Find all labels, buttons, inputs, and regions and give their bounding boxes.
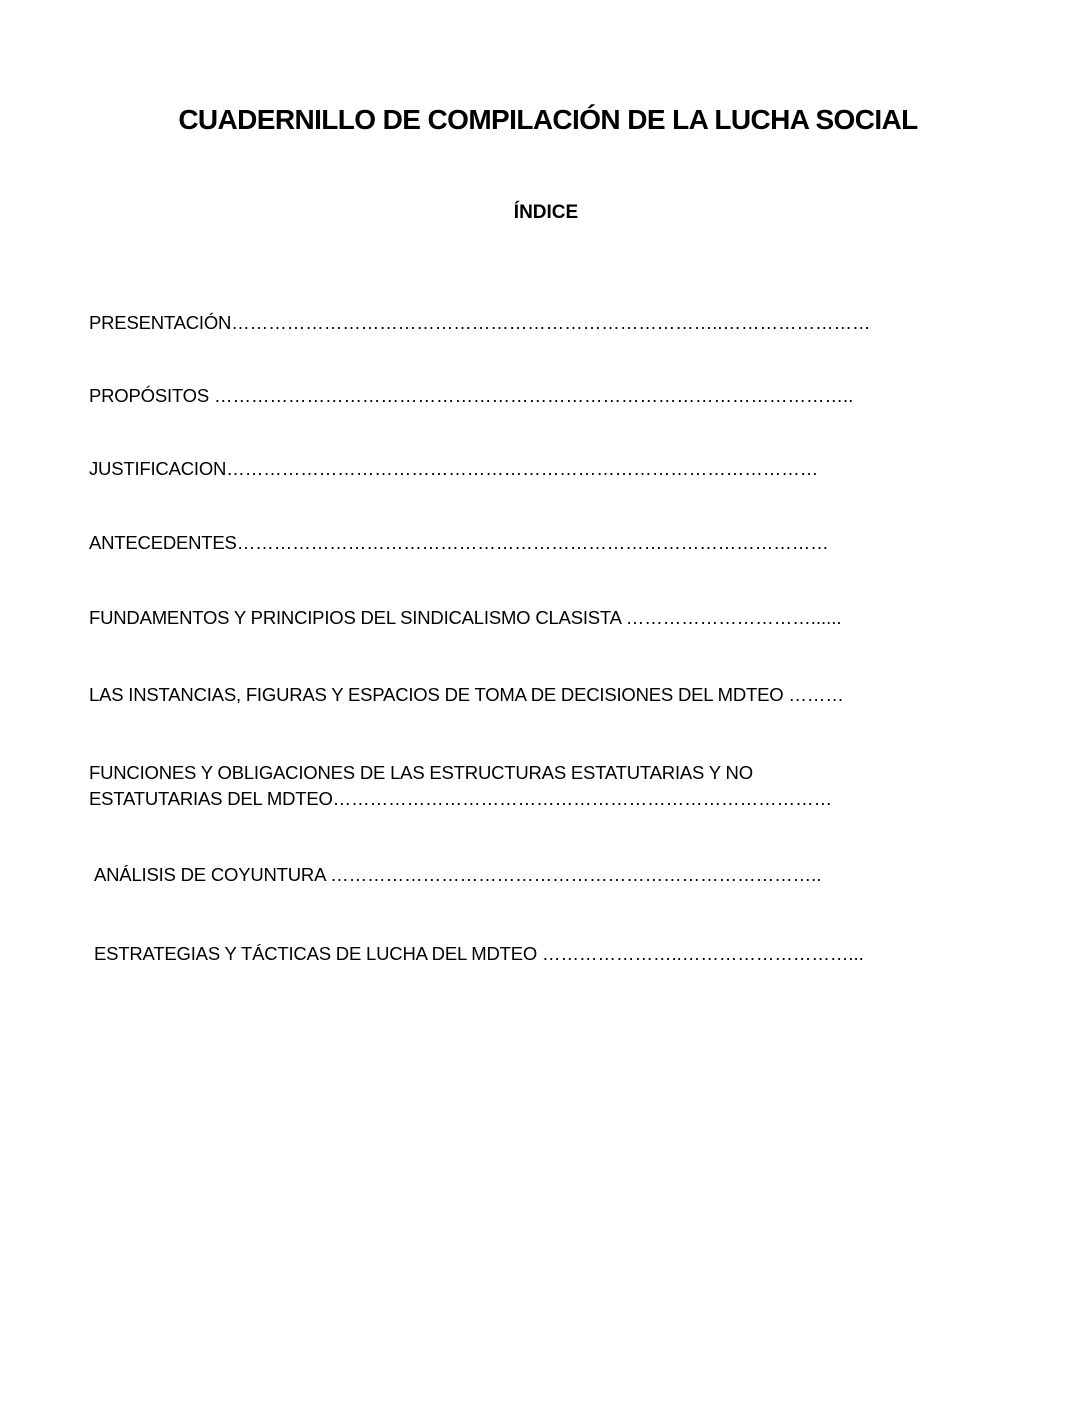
toc-entry-funciones-line2 [89, 786, 984, 811]
toc-entry-analisis [94, 862, 994, 887]
toc-leader-dots: …………………..………………………... [542, 943, 864, 964]
toc-entry-label: JUSTIFICACION [89, 458, 227, 479]
toc-entry-label: ESTATUTARIAS DEL MDTEO [89, 788, 333, 809]
toc-entry-antecedentes [89, 530, 994, 555]
toc-entry-fundamentos [89, 605, 984, 630]
toc-entry-label: ANTECEDENTES [89, 532, 237, 553]
toc-leader-dots: ……………………………………………………………………..…………………… [231, 312, 871, 333]
toc-entry-label: FUNCIONES Y OBLIGACIONES DE LAS ESTRUCTURAS ESTATUTARIAS Y NO [89, 762, 753, 783]
toc-entry-funciones-line1 [89, 760, 753, 785]
toc-entry-propositos [89, 383, 984, 408]
toc-entry-label: ANÁLISIS DE COYUNTURA [94, 864, 331, 885]
toc-leader-dots: ……… [788, 684, 844, 705]
toc-entry-instancias [89, 682, 984, 707]
index-heading: ÍNDICE [513, 202, 579, 223]
toc-leader-dots: …………………………...... [625, 607, 842, 628]
toc-entry-label: ESTRATEGIAS Y TÁCTICAS DE LUCHA DEL MDTEO [94, 943, 543, 964]
toc-entry-presentacion [89, 310, 984, 335]
toc-leader-dots: …………………………………………………………………….. [330, 864, 822, 885]
toc-entry-label: PRESENTACIÓN [89, 312, 232, 333]
toc-leader-dots: ………………………………………………………………………………………….. [213, 385, 854, 406]
document-title: CUADERNILLO DE COMPILACIÓN DE LA LUCHA SOCIAL [178, 104, 918, 135]
toc-entry-label: FUNDAMENTOS Y PRINCIPIOS DEL SINDICALISMO CLASISTA [89, 607, 626, 628]
toc-entry-justificacion [89, 456, 984, 481]
toc-entry-label: PROPÓSITOS [89, 385, 214, 406]
toc-entry-label: LAS INSTANCIAS, FIGURAS Y ESPACIOS DE TOMA DE DECISIONES DEL MDTEO [89, 684, 789, 705]
toc-leader-dots: …………………………………………………………………………………… [226, 458, 819, 479]
toc-entry-estrategias [94, 941, 996, 966]
toc-leader-dots: …………………………………………………………………………………… [236, 532, 829, 553]
toc-leader-dots: ……………………………………………………………………… [332, 788, 833, 809]
